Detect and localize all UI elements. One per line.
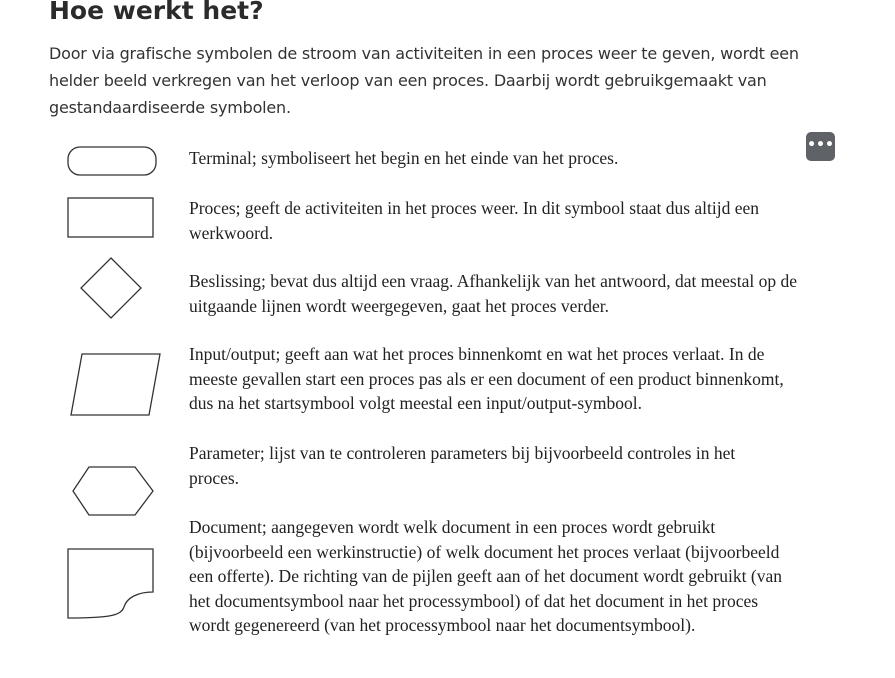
symbol-description-parameter: Parameter; lijst van te controleren parameters bij bijvoorbeeld controles in het proces. xyxy=(189,443,736,488)
symbol-description-input-output: Input/output; geeft aan wat het proces binnenkomt en wat het proces verlaat. In de meeste gevallen start een proces pas als er een document of een product binnenkomt, dus na het startsymbool volgt meestal een input/output-symbool. xyxy=(189,344,784,413)
terminal-symbol-icon xyxy=(67,146,159,178)
more-options-button[interactable] xyxy=(806,132,835,161)
page-title: Hoe werkt het? xyxy=(49,0,264,25)
symbol-description-document: Document; aangegeven wordt welk document in een proces wordt gebruikt (bijvoorbeeld een werkinstructie) of welk document het proces verlaat (bijvoorbeeld een offerte). De richting van de pijlen geeft aan of het document wordt gebruikt (van het documentsymbool naar het processymbool) of dat het document in het proces wordt gegenereerd (van het processymbool naar het documentsymbool). xyxy=(189,517,782,635)
decision-symbol-icon xyxy=(80,257,144,321)
parameter-symbol-icon xyxy=(72,465,156,517)
symbol-description-process: Proces; geeft de activiteiten in het proces weer. In dit symbool staat dus altijd een werkwoord. xyxy=(189,198,760,243)
symbol-description-decision: Beslissing; bevat dus altijd een vraag. Afhankelijk van het antwoord, dat meestal op de uitgaande lijnen wordt weergegeven, gaat het proces verder. xyxy=(189,271,797,316)
symbol-description-terminal: Terminal; symboliseert het begin en het einde van het proces. xyxy=(189,148,619,168)
process-symbol-icon xyxy=(67,197,157,239)
flowchart-symbols-legend xyxy=(60,138,800,668)
intro-paragraph: Door via grafische symbolen de stroom van activiteiten in een proces weer te geven, wordt een helder beeld verkregen van het verloop van een proces. Daarbij wordt gebruikgemaakt van gestandaardiseerde symbolen. xyxy=(49,44,799,117)
document-symbol-icon xyxy=(67,547,157,621)
more-horizontal-icon: ••• xyxy=(807,137,834,153)
input-output-symbol-icon xyxy=(70,352,162,418)
